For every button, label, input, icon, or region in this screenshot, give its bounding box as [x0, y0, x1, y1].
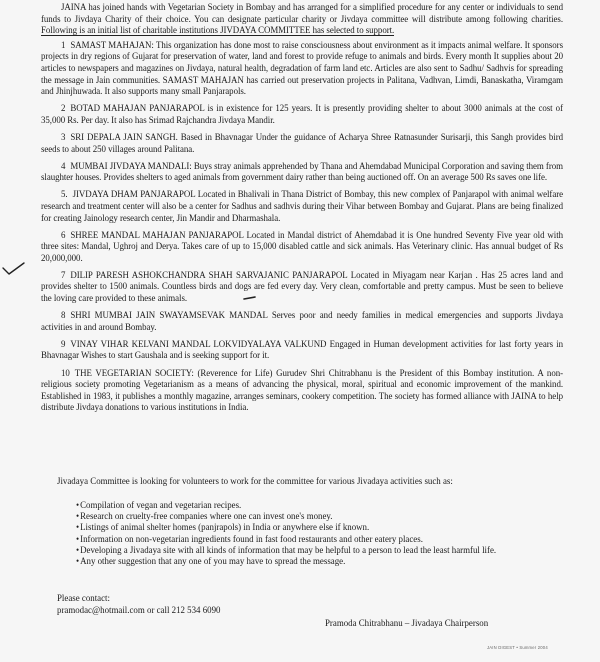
charity-description: Located in Bhalivali in Thana District of Bombay, this new complex of Panjarapol with animal welfare research and treatment center will also be a center for Sadhus and sadhvis during their Vihar between Bombay and Gujarat. Plans are being finalized for creating Jainology research center, Jin Mandir and Dharmashala.	[41, 189, 564, 223]
charity-description: Buys stray animals apprehended by Thana and Ahemdabad Municipal Corporation and saving them from slaughter houses. Provides shelters to aged animals from government dairy rather than being auctioned off. On an average 500 Rs saves one life.	[41, 160, 563, 183]
list-item	[76, 511, 496, 522]
charity-item	[41, 270, 563, 305]
bullet-icon: •	[76, 533, 80, 544]
charity-description: This organization has done most to raise consciousness about environment as it impacts animal welfare. It sponsors projects in dry regions of Gujarat for preservation of water, land and forest to provide refuge to animals and birds. Every month It supplies about 20 articles to newspapers and magazines on Jivdaya, natural health, degradation of farm land etc. Articles are also sent to Sadhu/ Sadhvis for spreading the message in Jain communities. SAMAST MAHAJAN has carried out preservation projects in Palitana, Vadhvan, Limdi, Banaskatha, Viramgam and Jhinjhuwada. It also supports many small Panjarapols.	[41, 39, 563, 97]
charity-number: 4	[61, 160, 66, 171]
contact-phone: 212 534 6090	[171, 604, 221, 615]
charity-name: SRI DEPALA JAIN SANGH.	[70, 131, 178, 142]
list-item-text: Any other suggestion that any one of you may have to spread the message.	[80, 556, 346, 567]
charity-number: 10	[61, 367, 70, 378]
charity-number: 1	[61, 39, 66, 50]
charity-item	[41, 161, 563, 184]
charity-item	[41, 132, 563, 155]
list-item	[76, 534, 496, 545]
charity-item	[41, 40, 563, 98]
contact-line	[57, 605, 220, 617]
charity-description: Serves poor and needy families in medical emergencies and supports Jivdaya activities in and around Bombay.	[41, 310, 564, 332]
charity-name: SHREE MANDAL MAHAJAN PANJARAPOL	[70, 229, 244, 240]
list-item-text: Information on non-vegetarian ingredients found in fast food restaurants and other eatery places.	[80, 533, 423, 544]
charity-name: JIVDAYA DHAM PANJARAPOL	[72, 189, 196, 200]
charity-number: 5.	[61, 189, 68, 200]
contact-block	[57, 593, 220, 617]
volunteers-heading: Jivadaya Committee is looking for volunteers to work for the committee for various Jivadaya activities such as:	[57, 476, 453, 486]
list-item	[76, 556, 496, 567]
charity-item	[41, 230, 563, 265]
charity-number: 6	[61, 229, 66, 240]
bullet-icon: •	[76, 522, 80, 533]
charity-number: 2	[61, 103, 66, 114]
charity-description: Based in Bhavnagar Under the guidance of Acharya Shree Ratnasunder Surisarji, this Sangh provides bird seeds to about 250 villages around Palitana.	[41, 131, 564, 154]
volunteer-activities-list	[76, 500, 496, 567]
charity-item	[41, 310, 563, 333]
charity-item	[41, 103, 563, 126]
list-item-text: Research on cruelty-free companies where one can invest one's money.	[80, 511, 333, 522]
charity-description: (Reverence for Life) Gurudev Shri Chitrabhanu is the President of this Bombay institution. A non-religious society promoting Vegetarianism as a means of advancing the physical, moral, spiritual and economic improvement of the mankind. Established in 1983, it publishes a monthly magazine, arranges seminars, cookery competition. The society has formed alliance with JAINA to help distribute Jivdaya donations to various institutions in India.	[41, 367, 564, 413]
intro-text: JAINA has joined hands with Vegetarian Society in Bombay and has arranged for a simplified procedure for any center or individuals to send funds to Jivdaya Charity of their choice. You can designate particular charity or Jivdaya committee will distribute among following charities.	[41, 2, 563, 24]
charity-number: 8	[61, 310, 66, 321]
charity-item	[41, 189, 563, 224]
charity-description: Located in Miyagam near Karjan . Has 25 acres land and provides shelter to 1500 animals. Countless birds and dogs are fed every day. Very clean, comfortable and pretty campus. Must be seen to believe the loving care provided to these animals.	[41, 269, 564, 304]
bullet-icon: •	[76, 511, 80, 522]
bullet-icon: •	[76, 500, 80, 510]
intro-paragraph	[41, 2, 563, 37]
contact-label: Please contact:	[57, 593, 110, 603]
charity-item	[41, 368, 563, 414]
contact-connector: or call	[144, 604, 172, 615]
signature: Pramoda Chitrabhanu – Jivadaya Chairperson	[325, 618, 489, 628]
list-item-text: Listings of animal shelter homes (panjrapols) in India or anywhere else if known.	[80, 522, 370, 533]
charity-number: 3	[61, 131, 66, 142]
charity-number: 7	[61, 269, 66, 280]
charity-name: SAMAST MAHAJAN:	[70, 39, 154, 50]
bullet-icon: •	[76, 556, 80, 567]
charity-item	[41, 339, 563, 362]
contact-email: pramodac@hotmail.com	[57, 604, 145, 615]
document-body	[41, 2, 563, 419]
list-item	[76, 522, 496, 533]
charity-list	[41, 40, 563, 414]
charity-number: 9	[61, 338, 66, 349]
charity-name: BOTAD MAHAJAN PANJARAPOL	[70, 103, 205, 114]
list-item-text: Compilation of vegan and vegetarian recipes.	[80, 500, 242, 510]
list-item	[76, 545, 496, 556]
charity-name: SHRI MUMBAI JAIN SWAYAMSEVAK MANDAL	[70, 310, 268, 321]
list-item-text: Developing a Jivadaya site with all kinds of information that may be helpful to a person to lead the least harmful life.	[80, 544, 497, 555]
charity-description: Engaged in Human development activities for last forty years in Bhavnagar Wishes to start Gaushala and is seeking support for it.	[41, 338, 563, 361]
bullet-icon: •	[76, 544, 80, 555]
charity-name: DILIP PARESH ASHOKCHANDRA SHAH SARVAJANIC PANJARAPOL	[70, 269, 348, 280]
page-footer: JAIN DIGEST • Summer 2004	[487, 645, 548, 650]
handwritten-checkmark-icon	[0, 262, 30, 276]
charity-description: Located in Mandal district of Ahemdabad it is One hundred Seventy Five year old with three sites: Mandal, Ughroj and Derya. Takes care of up to 15,000 disabled cattle and sick animals. Has Veterinary clinic. Has annual budget of Rs 20,000,000.	[41, 229, 563, 263]
intro-underlined-text: Following is an initial list of charitable institutions JIVDAYA COMMITTEE has selected to support.	[41, 25, 395, 36]
charity-name: VINAY VIHAR KELVANI MANDAL LOKVIDYALAYA VALKUND	[70, 338, 327, 349]
charity-name: MUMBAI JIVDAYA MANDALI:	[70, 160, 192, 171]
charity-name: THE VEGETARIAN SOCIETY:	[74, 367, 194, 378]
charity-description: is in existence for 125 years. It is presently providing shelter to about 3000 animals at the cost of 35,000 Rs. Per day. It also has Srimad Rajchandra Jivdaya Mandir.	[41, 103, 563, 125]
list-item	[76, 500, 496, 511]
